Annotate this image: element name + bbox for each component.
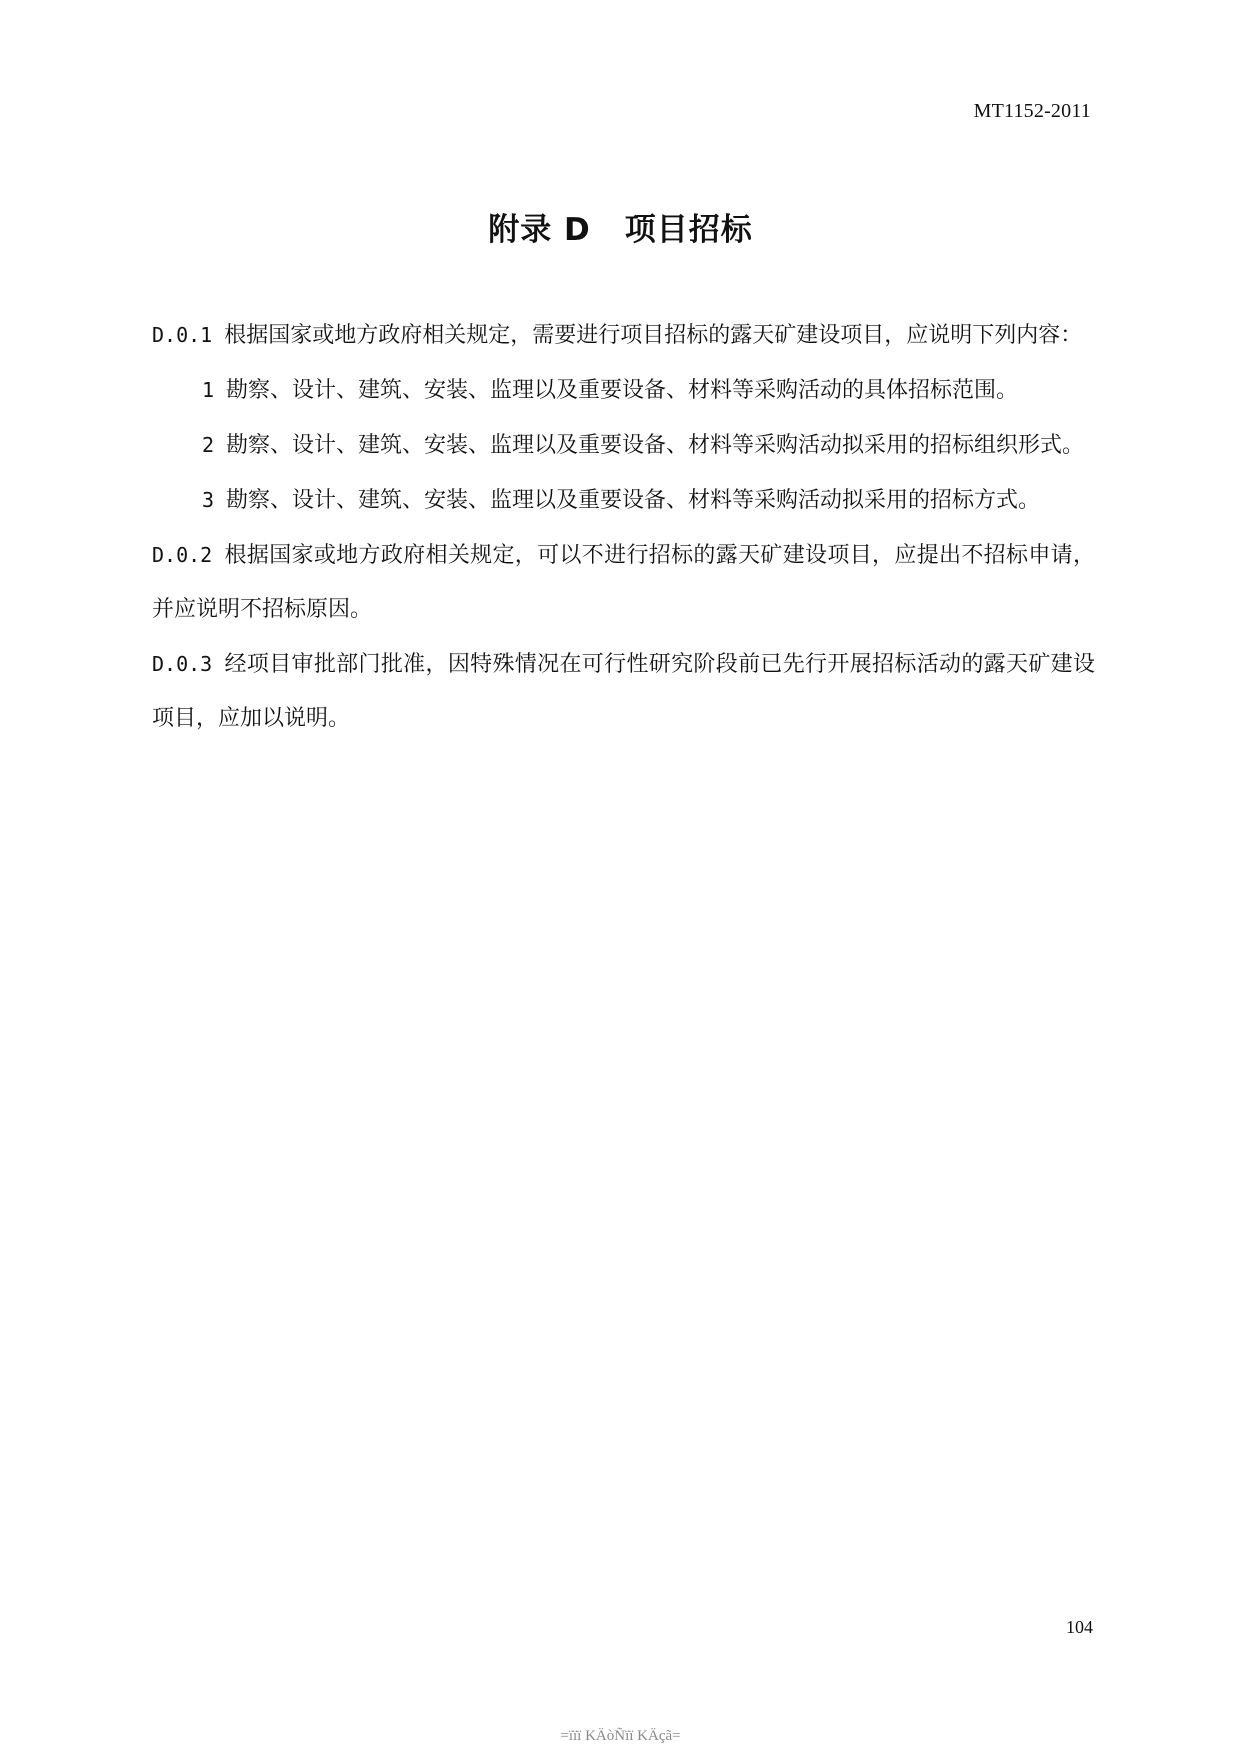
clause-d01 (152, 308, 1095, 363)
clause-number: D.0.3 (152, 652, 213, 676)
clause-number: D.0.2 (152, 543, 213, 567)
clause-number: D.0.1 (152, 323, 213, 347)
appendix-label: 附录 D (488, 212, 591, 248)
item-text: 勘察、设计、建筑、安装、监理以及重要设备、材料等采购活动的具体招标范围。 (226, 378, 1019, 403)
list-item (152, 473, 1095, 528)
footer-watermark: =ïïï KÄòÑïï KÄçã= (560, 1728, 681, 1744)
clause-d02 (152, 528, 1095, 637)
clause-text: 根据国家或地方政府相关规定，可以不进行招标的露天矿建设项目，应提出不招标申请，并应说明不招标原因。 (152, 543, 1095, 622)
appendix-heading: 项目招标 (624, 212, 753, 248)
standard-code: MT1152-2011 (973, 100, 1091, 122)
document-body (152, 308, 1095, 746)
list-item (152, 418, 1095, 473)
item-text: 勘察、设计、建筑、安装、监理以及重要设备、材料等采购活动拟采用的招标方式。 (226, 488, 1041, 513)
item-text: 勘察、设计、建筑、安装、监理以及重要设备、材料等采购活动拟采用的招标组织形式。 (226, 433, 1085, 458)
item-number: 3 (202, 488, 215, 512)
clause-d03 (152, 637, 1095, 746)
clause-text: 经项目审批部门批准，因特殊情况在可行性研究阶段前已先行开展招标活动的露天矿建设项目，应加以说明。 (152, 652, 1095, 731)
list-item (152, 363, 1095, 418)
appendix-title (0, 204, 1241, 249)
clause-text: 根据国家或地方政府相关规定，需要进行项目招标的露天矿建设项目，应说明下列内容： (224, 323, 1083, 348)
item-number: 2 (202, 433, 215, 457)
page-number: 104 (1066, 1617, 1093, 1637)
item-number: 1 (202, 378, 215, 402)
